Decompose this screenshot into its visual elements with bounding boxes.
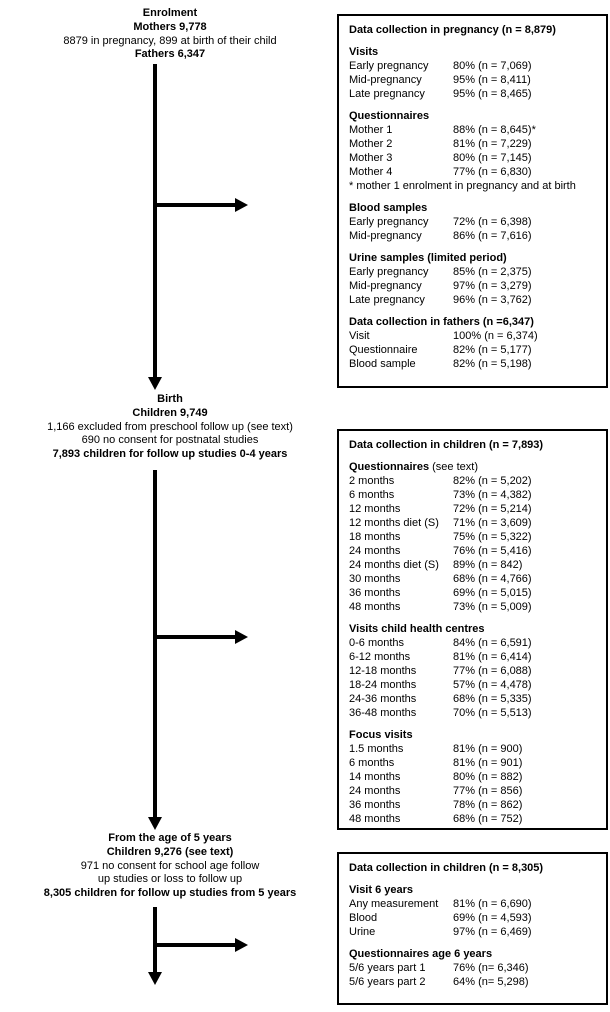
row-value: 68% (n = 752) xyxy=(453,813,523,825)
section-heading-suffix: (see text) xyxy=(429,461,478,473)
row-label: 48 months xyxy=(349,601,401,613)
row-label: Mother 4 xyxy=(349,166,393,178)
row-label: 24 months diet (S) xyxy=(349,559,439,571)
row-label: Blood sample xyxy=(349,358,416,370)
row-label: 12 months diet (S) xyxy=(349,517,439,529)
row-label: 1.5 months xyxy=(349,743,404,755)
data-row xyxy=(349,664,597,678)
flow-node-birth-line: Birth xyxy=(157,393,183,405)
row-label: 48 months xyxy=(349,813,401,825)
section-heading-text: Data collection in fathers (n =6,347) xyxy=(349,316,534,328)
section-heading-text: Blood samples xyxy=(349,202,428,214)
flow-node-age5 xyxy=(2,832,338,901)
row-value: 75% (n = 5,322) xyxy=(453,531,532,543)
box-title: Data collection in children (n = 7,893) xyxy=(349,439,544,451)
row-label: 6 months xyxy=(349,757,395,769)
data-row xyxy=(349,279,597,293)
box-section xyxy=(349,460,597,614)
row-value: 82% (n = 5,198) xyxy=(453,358,532,370)
row-label: Any measurement xyxy=(349,898,439,910)
row-label: 5/6 years part 1 xyxy=(349,962,426,974)
row-value: 86% (n = 7,616) xyxy=(453,230,532,242)
down-arrowhead-icon xyxy=(148,817,162,830)
flow-node-age5-line: From the age of 5 years xyxy=(108,832,232,844)
data-row xyxy=(349,692,597,706)
section-heading xyxy=(349,251,597,265)
row-label: 18-24 months xyxy=(349,679,417,691)
data-row xyxy=(349,784,597,798)
row-value: 68% (n = 4,766) xyxy=(453,573,532,585)
row-value: 73% (n = 5,009) xyxy=(453,601,532,613)
row-label: Mother 3 xyxy=(349,152,393,164)
right-arrowhead-icon xyxy=(235,938,248,952)
section-heading xyxy=(349,460,597,474)
row-value: 88% (n = 8,645)* xyxy=(453,124,536,136)
row-label: 36-48 months xyxy=(349,707,417,719)
flow-node-age5-line: up studies or loss to follow up xyxy=(97,873,243,886)
row-value: 64% (n= 5,298) xyxy=(453,976,529,988)
row-label: Mother 2 xyxy=(349,138,393,150)
row-value: 69% (n = 5,015) xyxy=(453,587,532,599)
row-value: 76% (n = 5,416) xyxy=(453,545,532,557)
row-value: 82% (n = 5,177) xyxy=(453,344,532,356)
row-value: 97% (n = 3,279) xyxy=(453,280,532,292)
row-value: 96% (n = 3,762) xyxy=(453,294,532,306)
row-value: 78% (n = 862) xyxy=(453,799,523,811)
data-row xyxy=(349,530,597,544)
data-row xyxy=(349,87,597,101)
section-heading xyxy=(349,315,597,329)
data-row xyxy=(349,265,597,279)
data-row xyxy=(349,770,597,784)
row-label: 24 months xyxy=(349,785,401,797)
data-row xyxy=(349,73,597,87)
row-value: 72% (n = 5,214) xyxy=(453,503,532,515)
flow-node-birth-line: 690 no consent for postnatal studies xyxy=(81,434,259,447)
branch-arrow-line-children04 xyxy=(155,635,235,639)
data-row xyxy=(349,586,597,600)
section-heading-text: Visits xyxy=(349,46,379,58)
data-row xyxy=(349,137,597,151)
row-value: 82% (n = 5,202) xyxy=(453,475,532,487)
row-label: 0-6 months xyxy=(349,637,405,649)
section-heading-text: Visits child health centres xyxy=(349,623,485,635)
data-row xyxy=(349,897,597,911)
row-label: 6 months xyxy=(349,489,395,501)
down-arrow-line-enrolment-to-birth xyxy=(153,64,157,377)
row-value: 73% (n = 4,382) xyxy=(453,489,532,501)
row-value: 95% (n = 8,465) xyxy=(453,88,532,100)
row-label: 5/6 years part 2 xyxy=(349,976,426,988)
section-heading xyxy=(349,201,597,215)
section-heading-text: Visit 6 years xyxy=(349,884,414,896)
row-value: 81% (n = 6,414) xyxy=(453,651,532,663)
flow-node-birth-line: Children 9,749 xyxy=(132,406,208,419)
box-section xyxy=(349,728,597,826)
row-label: 6-12 months xyxy=(349,651,411,663)
row-label: Mid-pregnancy xyxy=(349,74,422,86)
data-row xyxy=(349,229,597,243)
branch-arrow-line-children5 xyxy=(155,943,235,947)
data-row xyxy=(349,488,597,502)
row-value: 77% (n = 6,830) xyxy=(453,166,532,178)
row-value: 81% (n = 900) xyxy=(453,743,523,755)
data-row xyxy=(349,678,597,692)
down-arrowhead-icon xyxy=(148,377,162,390)
row-value: 72% (n = 6,398) xyxy=(453,216,532,228)
box-section xyxy=(349,315,597,371)
section-heading-text: Questionnaires xyxy=(349,110,430,122)
flow-node-enrolment xyxy=(2,7,338,62)
down-arrow-line-age5-onward xyxy=(153,907,157,972)
box-title: Data collection in pregnancy (n = 8,879) xyxy=(349,24,556,36)
row-value: 97% (n = 6,469) xyxy=(453,926,532,938)
data-row xyxy=(349,215,597,229)
data-row xyxy=(349,636,597,650)
flow-node-enrolment-line: Enrolment xyxy=(142,7,198,19)
row-value: 57% (n = 4,478) xyxy=(453,679,532,691)
flow-node-birth-line: 1,166 excluded from preschool follow up (see text) xyxy=(47,420,293,433)
flow-node-birth xyxy=(2,393,338,462)
row-value: 95% (n = 8,411) xyxy=(453,74,531,86)
section-heading xyxy=(349,728,597,742)
box-section xyxy=(349,201,597,243)
row-label: Late pregnancy xyxy=(349,294,425,306)
row-label: Mid-pregnancy xyxy=(349,230,422,242)
data-row xyxy=(349,123,597,137)
data-row xyxy=(349,600,597,614)
row-label: 2 months xyxy=(349,475,395,487)
section-heading xyxy=(349,109,597,123)
flow-node-age5-line: Children 9,276 (see text) xyxy=(106,845,234,858)
box-section xyxy=(349,622,597,720)
data-row xyxy=(349,706,597,720)
section-heading-text: Urine samples (limited period) xyxy=(349,252,507,264)
data-row xyxy=(349,59,597,73)
data-row xyxy=(349,151,597,165)
data-row xyxy=(349,961,597,975)
row-value: 68% (n = 5,335) xyxy=(453,693,532,705)
data-row xyxy=(349,572,597,586)
data-row xyxy=(349,911,597,925)
row-value: 70% (n = 5,513) xyxy=(453,707,532,719)
data-row xyxy=(349,502,597,516)
box-section xyxy=(349,883,597,939)
row-value: 81% (n = 7,229) xyxy=(453,138,532,150)
data-row xyxy=(349,343,597,357)
row-value: 71% (n = 3,609) xyxy=(453,517,532,529)
row-label: Questionnaire xyxy=(349,344,418,356)
flow-node-age5-line: 971 no consent for school age follow xyxy=(80,859,260,872)
data-row xyxy=(349,329,597,343)
section-heading xyxy=(349,622,597,636)
row-value: 84% (n = 6,591) xyxy=(453,637,532,649)
data-row xyxy=(349,925,597,939)
down-arrowhead-icon xyxy=(148,972,162,985)
box-section xyxy=(349,947,597,989)
data-row xyxy=(349,756,597,770)
row-value: 77% (n = 6,088) xyxy=(453,665,532,677)
flow-node-enrolment-line: Fathers 6,347 xyxy=(134,48,206,61)
data-row xyxy=(349,165,597,179)
data-row xyxy=(349,357,597,371)
row-label: Mother 1 xyxy=(349,124,393,136)
row-label: 12 months xyxy=(349,503,401,515)
row-label: Early pregnancy xyxy=(349,60,429,72)
row-label: Early pregnancy xyxy=(349,266,429,278)
section-footnote: * mother 1 enrolment in pregnancy and at birth xyxy=(349,180,576,192)
row-label: 12-18 months xyxy=(349,665,417,677)
right-arrowhead-icon xyxy=(235,630,248,644)
row-value: 81% (n = 901) xyxy=(453,757,523,769)
row-label: Visit xyxy=(349,330,370,342)
data-row xyxy=(349,544,597,558)
data-row xyxy=(349,798,597,812)
row-label: 18 months xyxy=(349,531,401,543)
section-heading xyxy=(349,45,597,59)
row-label: 36 months xyxy=(349,587,401,599)
data-row xyxy=(349,975,597,989)
row-value: 77% (n = 856) xyxy=(453,785,523,797)
row-label: 24-36 months xyxy=(349,693,417,705)
right-arrowhead-icon xyxy=(235,198,248,212)
section-heading-text: Questionnaires age 6 years xyxy=(349,948,493,960)
box-section xyxy=(349,45,597,101)
flow-node-age5-line: 8,305 children for follow up studies from 5 years xyxy=(43,887,297,900)
row-label: Early pregnancy xyxy=(349,216,429,228)
row-label: 24 months xyxy=(349,545,401,557)
data-row xyxy=(349,812,597,826)
box-title: Data collection in children (n = 8,305) xyxy=(349,862,544,874)
section-heading xyxy=(349,883,597,897)
box-section xyxy=(349,109,597,193)
section-heading xyxy=(349,947,597,961)
row-value: 69% (n = 4,593) xyxy=(453,912,532,924)
row-label: 30 months xyxy=(349,573,401,585)
row-value: 85% (n = 2,375) xyxy=(453,266,532,278)
row-value: 89% (n = 842) xyxy=(453,559,523,571)
data-row xyxy=(349,558,597,572)
flow-node-enrolment-line: Mothers 9,778 xyxy=(133,20,207,33)
row-label: Urine xyxy=(349,926,376,938)
section-heading-text: Focus visits xyxy=(349,729,413,741)
branch-arrow-line-pregnancy xyxy=(155,203,235,207)
data-row xyxy=(349,516,597,530)
flow-node-birth-line: 7,893 children for follow up studies 0-4 years xyxy=(52,448,288,461)
row-value: 100% (n = 6,374) xyxy=(453,330,538,342)
row-value: 80% (n = 7,145) xyxy=(453,152,532,164)
data-row xyxy=(349,474,597,488)
data-box-pregnancy xyxy=(337,14,608,388)
down-arrow-line-birth-to-age5 xyxy=(153,470,157,817)
data-row xyxy=(349,742,597,756)
row-value: 80% (n = 882) xyxy=(453,771,523,783)
row-value: 80% (n = 7,069) xyxy=(453,60,532,72)
row-label: Mid-pregnancy xyxy=(349,280,422,292)
data-row xyxy=(349,650,597,664)
row-value: 76% (n= 6,346) xyxy=(453,962,529,974)
data-row xyxy=(349,293,597,307)
row-label: Blood xyxy=(349,912,378,924)
section-heading-text: Questionnaires xyxy=(349,461,430,473)
row-value: 81% (n = 6,690) xyxy=(453,898,532,910)
data-box-children-5 xyxy=(337,852,608,1005)
row-label: 14 months xyxy=(349,771,401,783)
flow-node-enrolment-line: 8879 in pregnancy, 899 at birth of their child xyxy=(63,34,277,47)
data-box-children-0-4 xyxy=(337,429,608,830)
row-label: 36 months xyxy=(349,799,401,811)
box-section xyxy=(349,251,597,307)
row-label: Late pregnancy xyxy=(349,88,425,100)
